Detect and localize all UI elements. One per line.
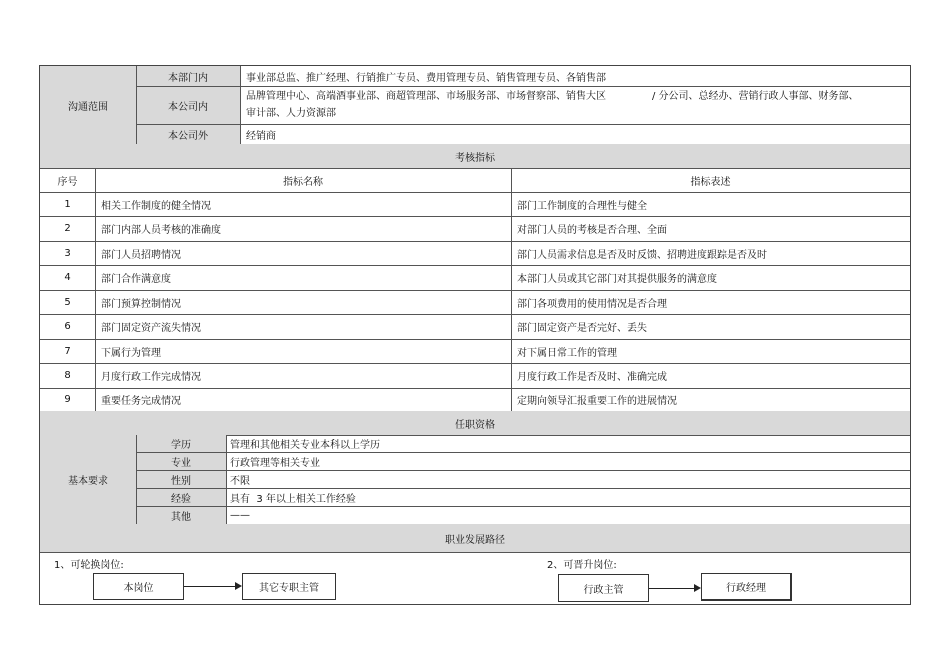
- kpi-row-no: 5: [64, 296, 71, 308]
- qual-value-major: 行政管理等相关专业: [230, 457, 320, 469]
- qual-key-other: 其他: [171, 511, 191, 523]
- kpi-row-desc: 部门固定资产是否完好、丢失: [517, 323, 647, 334]
- kpi-row-name: 部门预算控制情况: [101, 298, 181, 310]
- kpi-row-name: 部门人员招聘情况: [101, 249, 181, 261]
- qual-key-education: 学历: [171, 440, 191, 451]
- qual-value-experience: 具有 3 年以上相关工作经验: [230, 493, 356, 505]
- communication-label: 沟通范围: [68, 101, 108, 113]
- kpi-row-desc: 月度行政工作是否及时、准确完成: [517, 372, 667, 383]
- kpi-row-desc: 部门工作制度的合理性与健全: [517, 200, 647, 212]
- rotation-arrow-head: [235, 582, 242, 590]
- promotion-label: 2、可晋升岗位:: [547, 559, 617, 571]
- qualification-label: 基本要求: [68, 476, 108, 487]
- qual-value-other: ——: [230, 509, 250, 521]
- kpi-row-no: 6: [64, 321, 71, 332]
- kpi-row-desc: 定期向领导汇报重要工作的进展情况: [517, 396, 677, 407]
- scope-dept: 本部门内: [168, 72, 208, 84]
- kpi-row-no: 7: [64, 345, 71, 357]
- kpi-header-desc: 指标表述: [690, 176, 731, 188]
- kpi-row-desc: 本部门人员或其它部门对其提供服务的满意度: [517, 274, 717, 285]
- qual-key-experience: 经验: [171, 493, 191, 505]
- kpi-row-no: 4: [64, 272, 71, 283]
- kpi-row-name: 月度行政工作完成情况: [101, 372, 201, 383]
- kpi-row-name: 相关工作制度的健全情况: [101, 200, 211, 212]
- kpi-row-no: 9: [64, 394, 71, 405]
- job-description-table: [39, 65, 911, 605]
- scope-company-content: [246, 88, 910, 122]
- scope-company-content-b: / 分公司、总经办、营销行政人事部、财务部、: [652, 91, 859, 102]
- scope-company: 本公司内: [168, 101, 208, 113]
- career-section-title: 职业发展路径: [445, 534, 505, 546]
- qual-key-gender: 性别: [171, 475, 191, 487]
- promotion-arrow-head: [694, 584, 701, 592]
- scope-company-content-a: 品牌管理中心、高端酒事业部、商超管理部、市场服务部、市场督察部、销售大区: [246, 91, 606, 102]
- promotion-to-box: 行政经理: [701, 573, 792, 601]
- kpi-header-name: 指标名称: [283, 176, 323, 188]
- kpi-section-title: 考核指标: [455, 152, 495, 164]
- kpi-row-no: 3: [64, 247, 71, 259]
- rotation-to-box: 其它专职主管: [242, 573, 336, 600]
- scope-company-content-c: 审计部、人力资源部: [246, 108, 336, 119]
- kpi-row-desc: 部门各项费用的使用情况是否合理: [517, 298, 667, 310]
- kpi-row-name: 重要任务完成情况: [101, 396, 181, 407]
- kpi-row-name: 部门内部人员考核的准确度: [101, 225, 221, 236]
- kpi-row-desc: 对下属日常工作的管理: [517, 347, 617, 359]
- promotion-from-box: 行政主管: [558, 574, 649, 602]
- kpi-header-no: 序号: [57, 176, 78, 188]
- kpi-row-no: 2: [64, 223, 71, 234]
- scope-dept-content: 事业部总监、推广经理、行销推广专员、费用管理专员、销售管理专员、各销售部: [246, 72, 606, 84]
- qualification-section-title: 任职资格: [455, 419, 495, 431]
- kpi-row-no: 8: [64, 370, 71, 381]
- rotation-arrow: [184, 586, 236, 587]
- qual-key-major: 专业: [171, 457, 191, 469]
- qual-value-education: 管理和其他相关专业本科以上学历: [230, 440, 380, 451]
- kpi-row-name: 部门合作满意度: [101, 274, 171, 285]
- scope-external-content: 经销商: [246, 130, 276, 142]
- rotation-from-box: 本岗位: [93, 573, 184, 600]
- promotion-arrow: [649, 588, 695, 589]
- kpi-row-no: 1: [64, 198, 71, 210]
- kpi-row-name: 部门固定资产流失情况: [101, 323, 201, 334]
- kpi-row-name: 下属行为管理: [101, 347, 161, 359]
- rotation-label: 1、可轮换岗位:: [54, 559, 124, 571]
- qual-value-gender: 不限: [230, 475, 250, 487]
- kpi-row-desc: 部门人员需求信息是否及时反馈、招聘进度跟踪是否及时: [517, 249, 767, 261]
- scope-external: 本公司外: [168, 130, 208, 142]
- kpi-row-desc: 对部门人员的考核是否合理、全面: [517, 225, 667, 236]
